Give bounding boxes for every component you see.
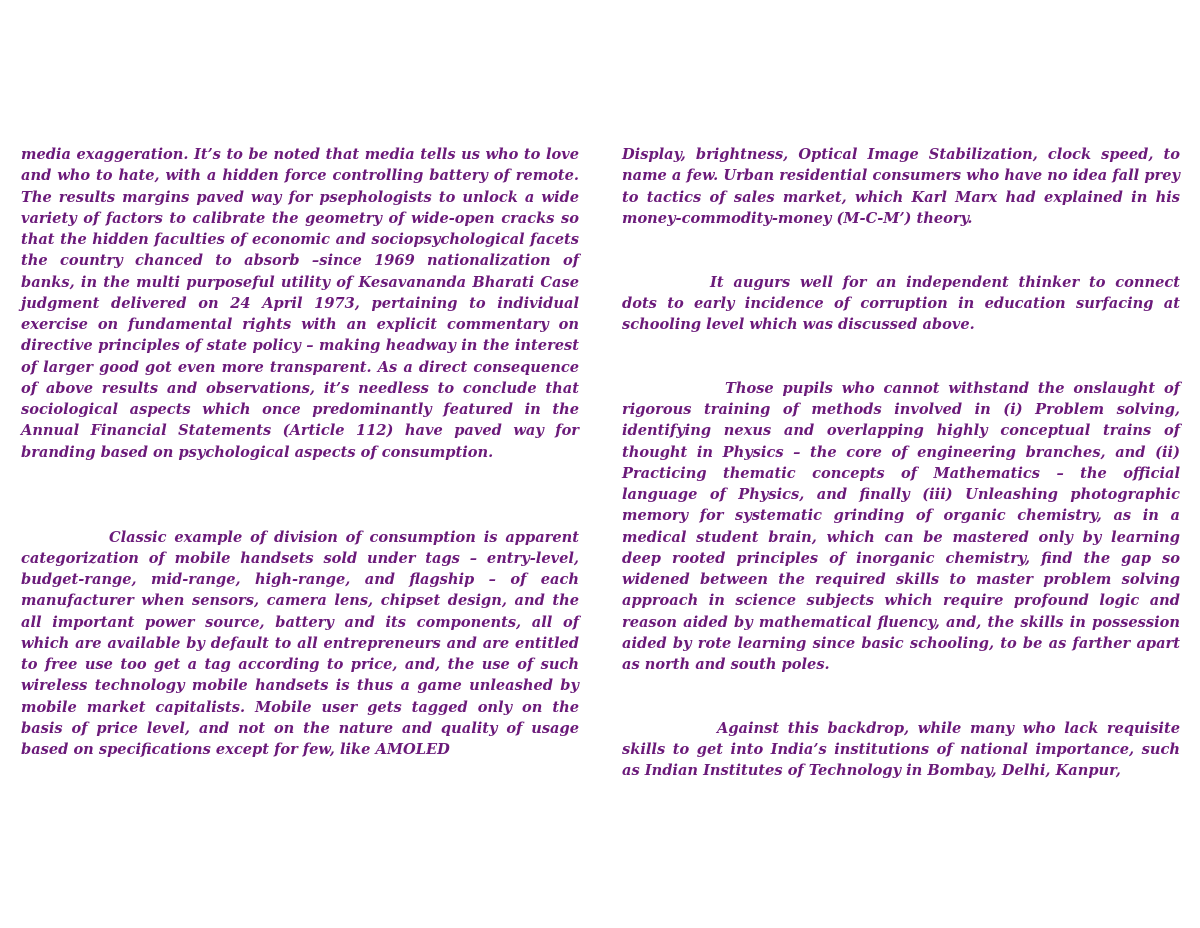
paragraph-media-exaggeration: media exaggeration. It’s to be noted that media tells us who to love and who to hate, with a hidden force controlling battery of remote. The results margins paved way for psephologists to unlock a wide variety of factors to calibrate the geometry of wide-open cracks so that the hidden faculties of economic and sociopsychological facets the country chanced to absorb –since 1969 nationalization of banks, in the multi purposeful utility of Kesavananda Bharati Case judgment delivered on 24 April 1973, pertaining to individual exercise on fundamental rights with an explicit commentary on directive principles of state policy – making headway in the interest of larger good got even more transparent. As a direct consequence of above results and observations, it’s needless to conclude that sociological aspects which once predominantly featured in the Annual Financial Statements (Article 112) have paved way for branding based on psychological aspects of consumption. (21, 146, 579, 461)
paragraph-pupils-onslaught: Those pupils who cannot withstand the onslaught of rigorous training of methods involved in (i) Problem solving, identifying nexus and overlapping highly conceptual trains of thought in Physics – the core of engineering branches, and (ii) Practicing thematic concepts of Mathematics – the official language of Physics, and finally (iii) Unleashing photographic memory for systematic grinding of organic chemistry, as in a medical student brain, which can be mastered only by learning deep rooted principles of inorganic chemistry, find the gap so widened between the required skills to master problem solving approach in science subjects which require profound logic and reason aided by mathematical fluency, and, the skills in possession aided by rote learning since basic schooling, to be as farther apart as north and south poles. (622, 379, 1180, 673)
paragraph-against-backdrop: Against this backdrop, while many who lack requisite skills to get into India’s institutions of national importance, such as Indian Institutes of Technology in Bombay, Delhi, Kanpur, (622, 719, 1180, 780)
left-text-column (21, 144, 579, 760)
paragraph-display-brightness: Display, brightness, Optical Image Stabilization, clock speed, to name a few. Urban residential consumers who have no idea fall prey to tactics of sales market, which Karl Marx had explained in his money-commodity-money (M-C-M’) theory. (622, 146, 1180, 227)
paragraph-independent-thinker: It augurs well for an independent thinker to connect dots to early incidence of corruption in education surfacing at schooling level which was discussed above. (622, 273, 1180, 333)
right-text-column (622, 144, 1180, 782)
paragraph-division-of-consumption: Classic example of division of consumption is apparent categorization of mobile handsets sold under tags – entry-level, budget-range, mid-range, high-range, and flagship – of each manufacturer when sensors, camera lens, chipset design, and the all important power source, battery and its components, all of which are available by default to all entrepreneurs and are entitled to free use too get a tag according to price, and, the use of such wireless technology mobile handsets is thus a game unleashed by mobile market capitalists. Mobile user gets tagged only on the basis of price level, and not on the nature and quality of usage based on specifications except for few, like AMOLED (21, 528, 579, 758)
